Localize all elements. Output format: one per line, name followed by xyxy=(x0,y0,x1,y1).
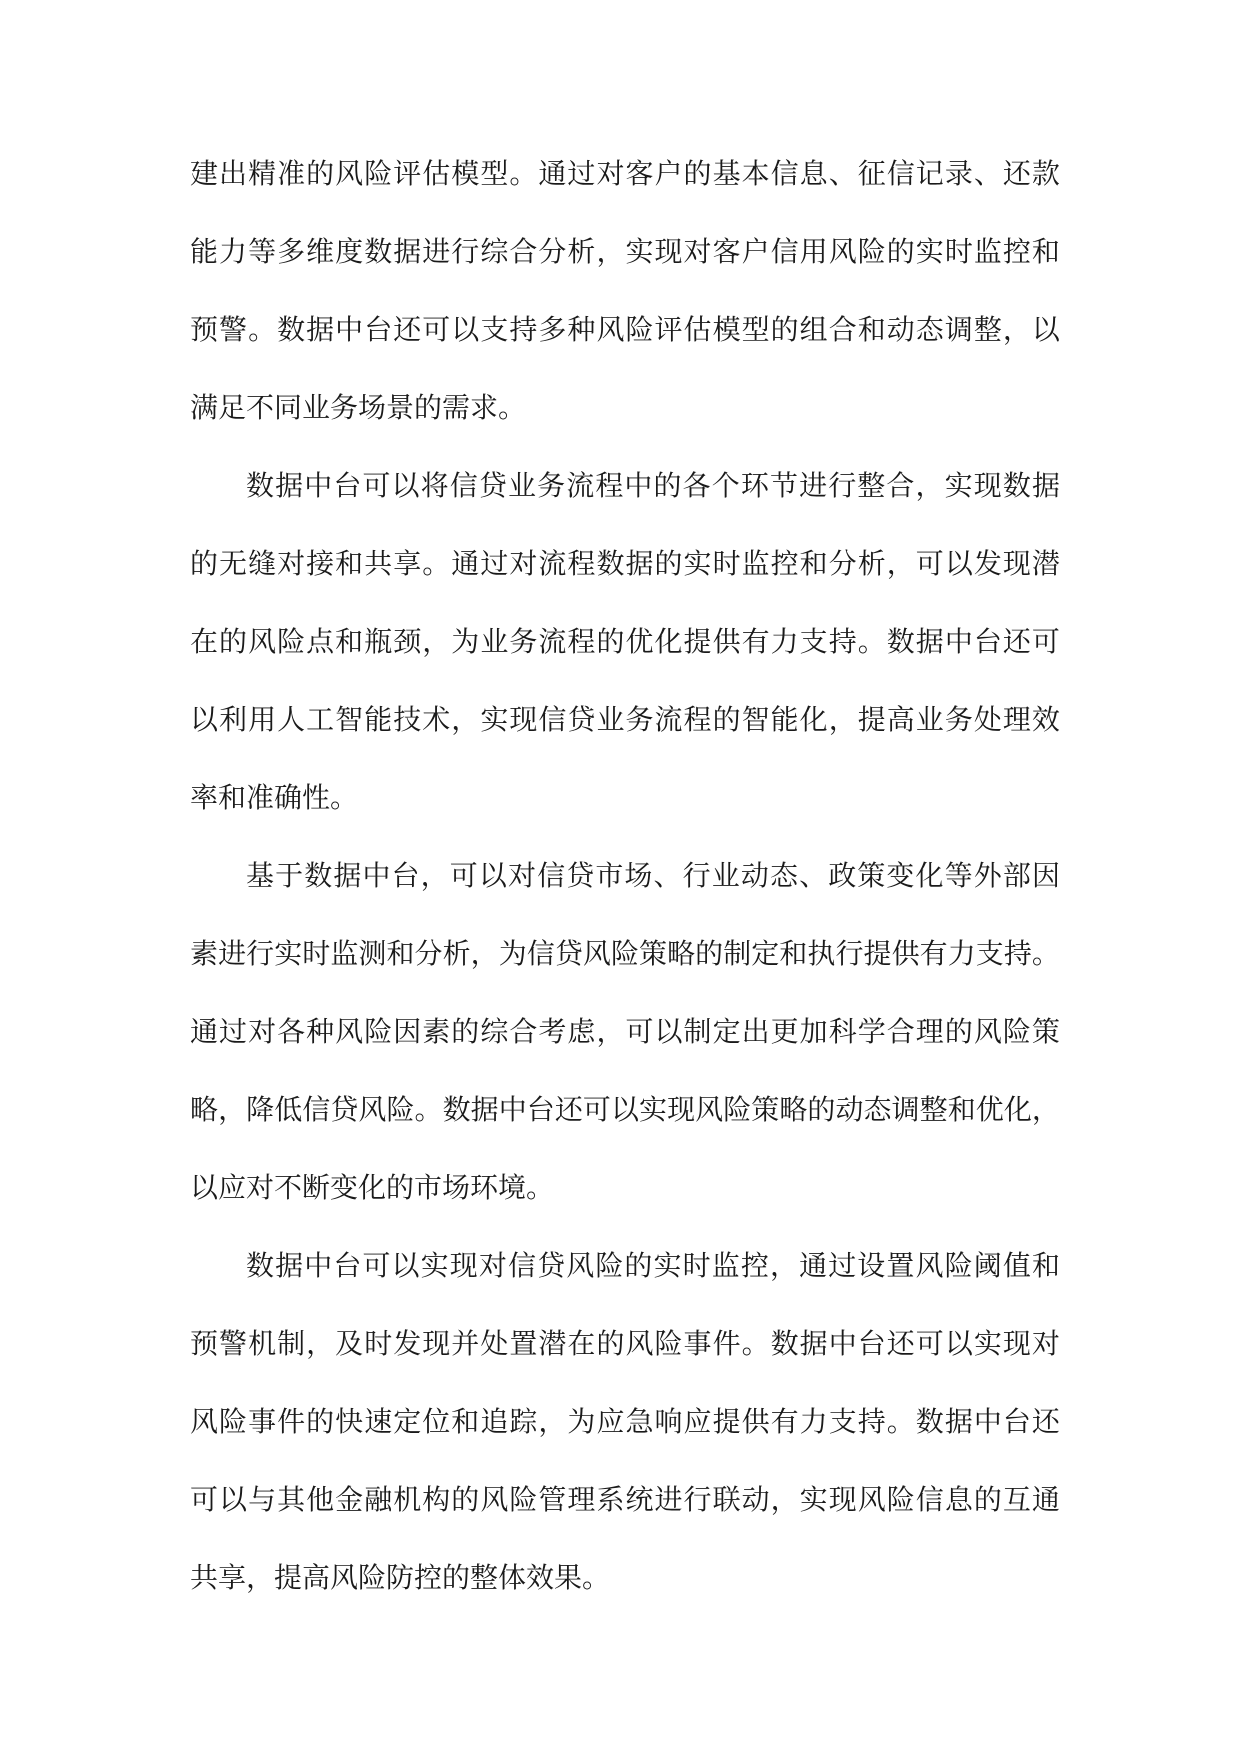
text-line: 基 于 数 据 中 台 ， 可 以 对 信 贷 市 场 、 行 业 动 态 、 政 策 变 化 等 外 部 因 xyxy=(246,859,1060,892)
paragraph xyxy=(190,1236,1060,1626)
paragraph xyxy=(190,846,1060,1236)
text-line: 预 警 。 数 据 中 台 还 可 以 支 持 多 种 风 险 评 估 模 型 的 组 合 和 动 态 调 整 ， 以 xyxy=(190,313,1060,346)
text-line: 略 ， 降 低 信 贷 风 险 。 数 据 中 台 还 可 以 实 现 风 险 策 略 的 动 态 调 整 和 优 化 ， xyxy=(190,1093,1060,1126)
text-line: 数 据 中 台 可 以 将 信 贷 业 务 流 程 中 的 各 个 环 节 进 行 整 合 ， 实 现 数 据 xyxy=(246,469,1060,502)
text-line: 数 据 中 台 可 以 实 现 对 信 贷 风 险 的 实 时 监 控 ， 通 过 设 置 风 险 阈 值 和 xyxy=(246,1249,1060,1282)
text-line: 可 以 与 其 他 金 融 机 构 的 风 险 管 理 系 统 进 行 联 动 ， 实 现 风 险 信 息 的 互 通 xyxy=(190,1483,1060,1516)
text-line: 共享，提高风险防控的整体效果。 xyxy=(190,1561,611,1594)
text-line: 在 的 风 险 点 和 瓶 颈 ， 为 业 务 流 程 的 优 化 提 供 有 力 支 持 。 数 据 中 台 还 可 xyxy=(190,625,1060,658)
paragraph xyxy=(190,456,1060,846)
text-line: 以 利 用 人 工 智 能 技 术 ， 实 现 信 贷 业 务 流 程 的 智 能 化 ， 提 高 业 务 处 理 效 xyxy=(190,703,1060,736)
text-line: 素 进 行 实 时 监 测 和 分 析 ， 为 信 贷 风 险 策 略 的 制 定 和 执 行 提 供 有 力 支 持 。 xyxy=(190,937,1060,970)
text-line: 风 险 事 件 的 快 速 定 位 和 追 踪 ， 为 应 急 响 应 提 供 有 力 支 持 。 数 据 中 台 还 xyxy=(190,1405,1060,1438)
body-text xyxy=(190,144,1060,1626)
text-line: 以应对不断变化的市场环境。 xyxy=(190,1171,555,1204)
text-line: 通 过 对 各 种 风 险 因 素 的 综 合 考 虑 ， 可 以 制 定 出 更 加 科 学 合 理 的 风 险 策 xyxy=(190,1015,1060,1048)
text-line: 预 警 机 制 ， 及 时 发 现 并 处 置 潜 在 的 风 险 事 件 。 数 据 中 台 还 可 以 实 现 对 xyxy=(190,1327,1060,1360)
text-line: 能 力 等 多 维 度 数 据 进 行 综 合 分 析 ， 实 现 对 客 户 信 用 风 险 的 实 时 监 控 和 xyxy=(190,235,1060,268)
text-line: 建 出 精 准 的 风 险 评 估 模 型 。 通 过 对 客 户 的 基 本 信 息 、 征 信 记 录 、 还 款 xyxy=(190,157,1060,190)
text-line: 满足不同业务场景的需求。 xyxy=(190,391,527,424)
text-line: 的 无 缝 对 接 和 共 享 。 通 过 对 流 程 数 据 的 实 时 监 控 和 分 析 ， 可 以 发 现 潜 xyxy=(190,547,1060,580)
paragraph xyxy=(190,144,1060,456)
text-line: 率和准确性。 xyxy=(190,781,359,814)
